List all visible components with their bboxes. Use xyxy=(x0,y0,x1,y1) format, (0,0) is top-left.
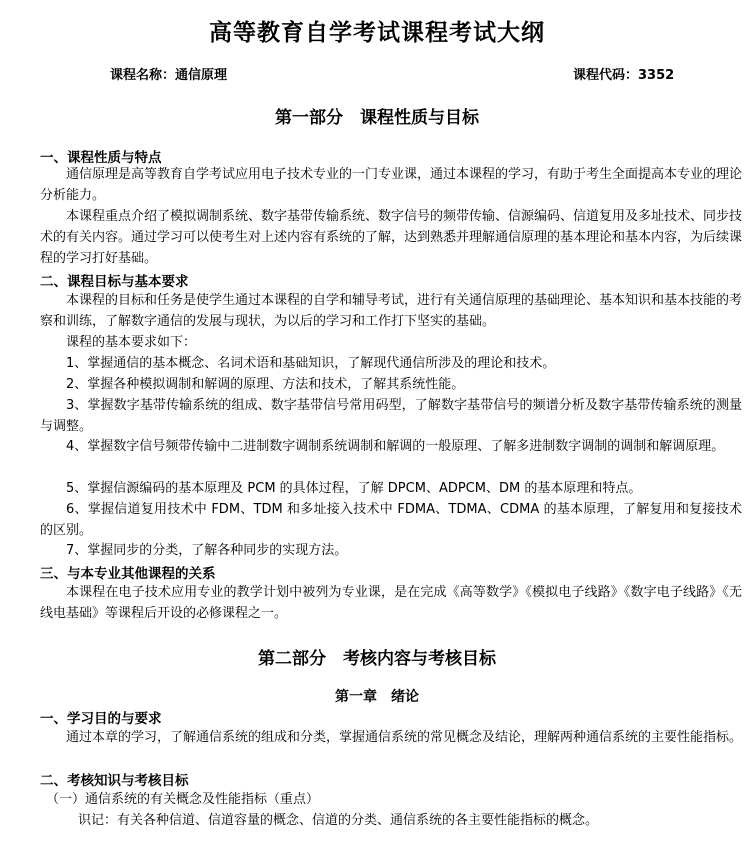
section-heading: 二、课程目标与基本要求 xyxy=(40,274,189,290)
course-name: 课程名称：通信原理 xyxy=(110,68,228,83)
paragraph: 通过本章的学习，了解通信系统的组成和分类，掌握通信系统的常见概念及结论，理解两种通信系统的主要性能指标。 xyxy=(66,730,743,745)
requirement-item: 2、掌握各种模拟调制和解调的原理、方法和技术，了解其系统性能。 xyxy=(66,377,465,392)
requirement-item: 5、掌握信源编码的基本原理及 PCM 的具体过程，了解 DPCM、ADPCM、DM 的基本原理和特点。 xyxy=(66,481,642,496)
page-title: 高等教育自学考试课程考试大纲 xyxy=(209,19,545,46)
requirement-item: 4、掌握数字信号频带传输中二进制数字调制系统调制和解调的一般原理、了解多进制数字调制的调制和解调原理。 xyxy=(66,439,725,454)
course-code: 课程代码：3352 xyxy=(573,68,675,83)
knowledge-item: （一）通信系统的有关概念及性能指标（重点） xyxy=(46,792,320,807)
requirement-item: 1、掌握通信的基本概念、名词术语和基础知识，了解现代通信所涉及的理论和技术。 xyxy=(66,356,556,371)
section-heading: 三、与本专业其他课程的关系 xyxy=(40,566,216,582)
requirement-item: 7、掌握同步的分类，了解各种同步的实现方法。 xyxy=(66,543,348,558)
paragraph: 本课程在电子技术应用专业的教学计划中被列为专业课，是在完成《高等数学》《模拟电子线路》《数字电子线路》《无线电基础》等课程后开设的必修课程之一。 xyxy=(40,585,742,621)
section-heading: 一、课程性质与特点 xyxy=(40,150,162,166)
paragraph: 本课程重点介绍了模拟调制系统、数字基带传输系统、数字信号的频带传输、信源编码、信道复用及多址技术、同步技术的有关内容。通过学习可以使考生对上述内容有系统的了解，达到熟悉并理解通信原理的基本理论和基本内容，为后续课程的学习打好基础。 xyxy=(40,209,743,266)
part2-heading: 第二部分 考核内容与考核目标 xyxy=(258,649,496,669)
knowledge-note: 识记：有关各种信道、信道容量的概念、信道的分类、通信系统的各主要性能指标的概念。 xyxy=(78,813,599,828)
paragraph: 课程的基本要求如下： xyxy=(66,335,197,350)
chapter-heading: 第一章 绪论 xyxy=(335,689,419,705)
requirement-item: 3、掌握数字基带传输系统的组成、数字基带信号常用码型，了解数字基带信号的频谱分析及数字基带传输系统的测量与调整。 xyxy=(40,398,742,434)
section-heading: 一、学习目的与要求 xyxy=(40,711,162,727)
requirement-item: 6、掌握信道复用技术中 FDM、TDM 和多址接入技术中 FDMA、TDMA、CDMA 的基本原理，了解复用和复接技术的区别。 xyxy=(40,502,742,538)
paragraph: 通信原理是高等教育自学考试应用电子技术专业的一门专业课，通过本课程的学习，有助于考生全面提高本专业的理论分析能力。 xyxy=(40,167,743,203)
part1-heading: 第一部分 课程性质与目标 xyxy=(275,108,479,128)
paragraph: 本课程的目标和任务是使学生通过本课程的自学和辅导考试，进行有关通信原理的基础理论、基本知识和基本技能的考察和训练，了解数字通信的发展与现状，为以后的学习和工作打下坚实的基础。 xyxy=(40,293,743,329)
section-heading: 二、考核知识与考核目标 xyxy=(40,773,189,789)
